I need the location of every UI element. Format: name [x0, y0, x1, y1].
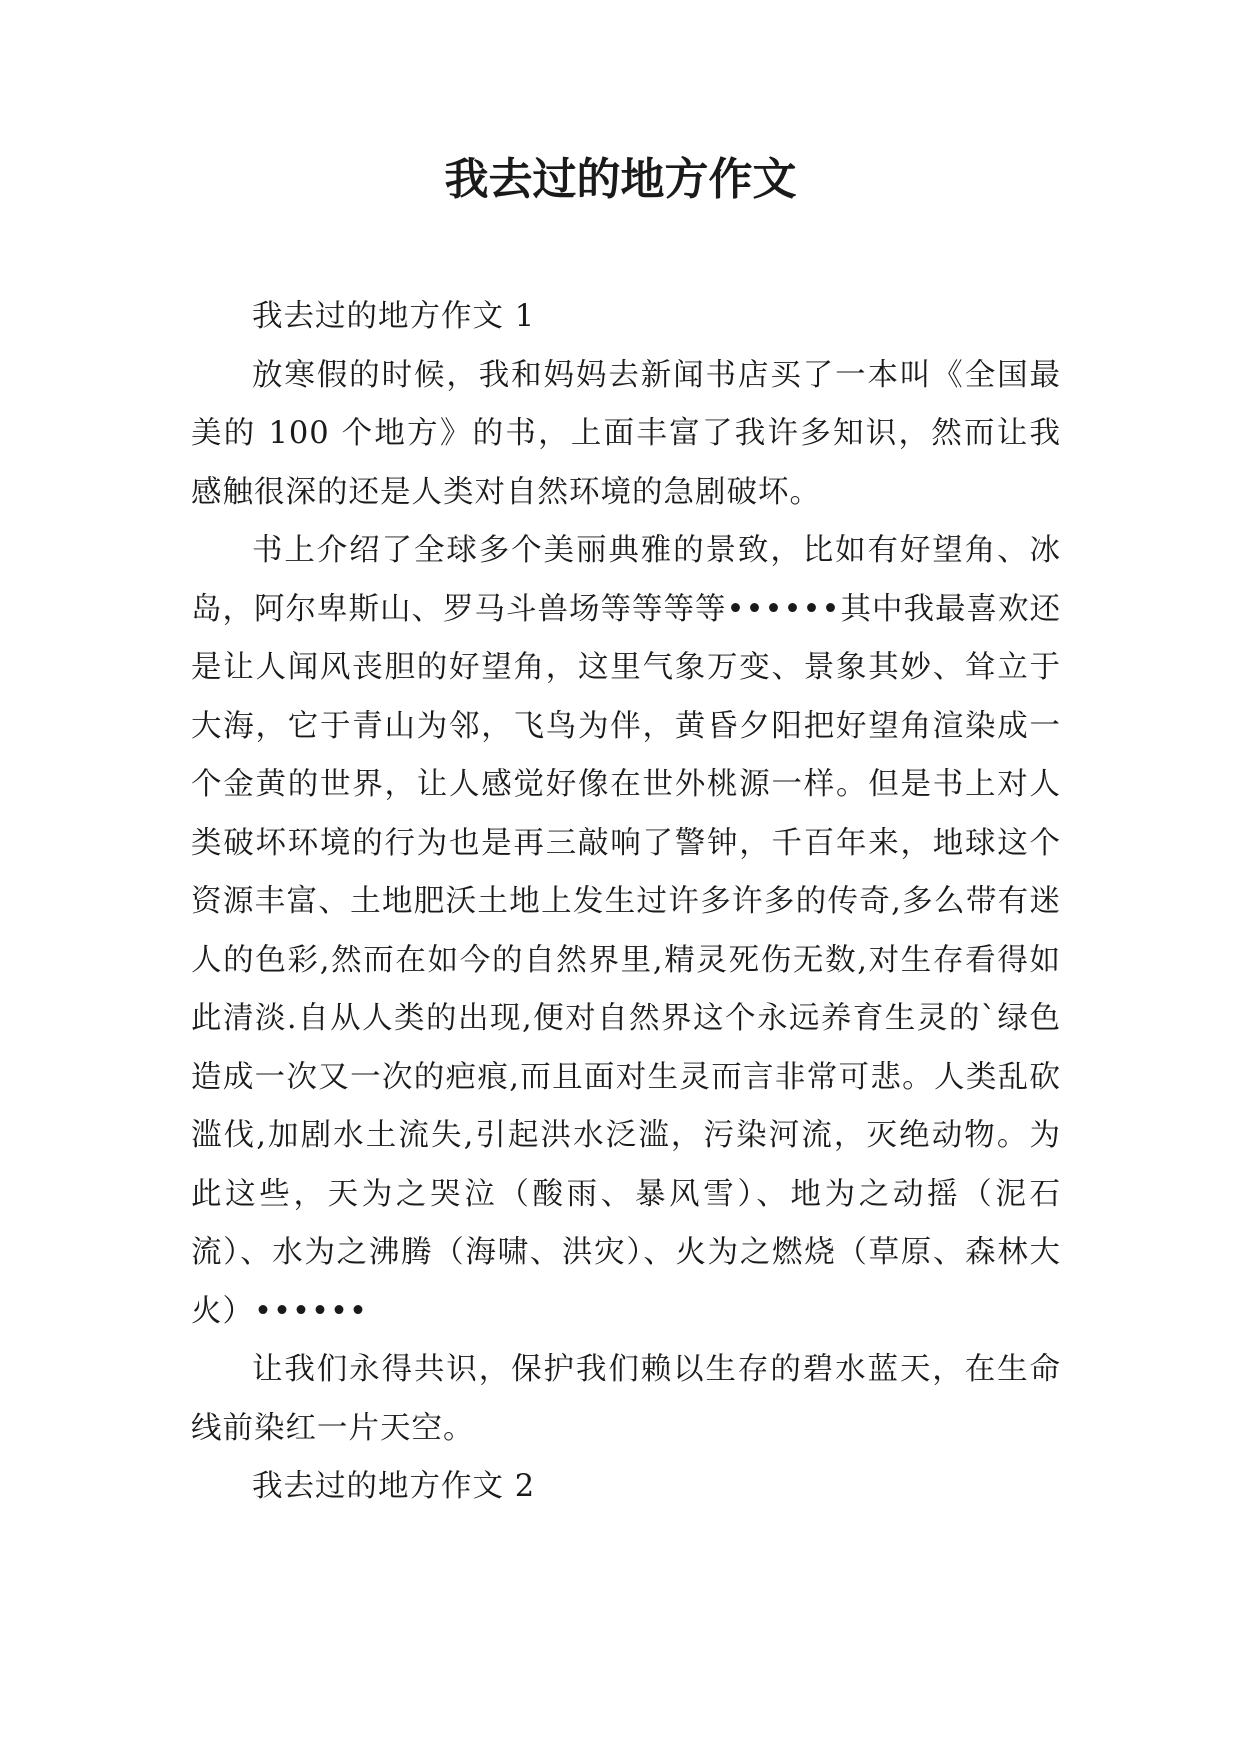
section-heading-1: 我去过的地方作文 1 [252, 299, 536, 334]
document-title: 我去过的地方作文 [444, 154, 797, 205]
section-heading-2: 我去过的地方作文 2 [252, 1469, 536, 1504]
paragraph-intro: 放寒假的时候，我和妈妈去新闻书店买了一本叫《全国最美的 100 个地方》的书，上面丰富了我许多知识，然而让我感触很深的还是人类对自然环境的急剧破坏。 [191, 357, 1061, 510]
paragraph-main: 书上介绍了全球多个美丽典雅的景致，比如有好望角、冰岛，阿尔卑斯山、罗马斗兽场等等等等••••••其中我最喜欢还是让人闻风丧胆的好望角，这里气象万变、景象其妙、耸立于大海，它于青山为邻，飞鸟为伴，黄昏夕阳把好望角渲染成一个金黄的世界，让人感觉好像在世外桃源一样。但是书上对人类破坏环境的行为也是再三敲响了警钟，千百年来，地球这个资源丰富、土地肥沃土地上发生过许多许多的传奇,多么带有迷人的色彩,然而在如今的自然界里,精灵死伤无数,对生存看得如此清淡.自从人类的出现,便对自然界这个永远养育生灵的`绿色造成一次又一次的疤痕,而且面对生灵而言非常可悲。人类乱砍滥伐,加剧水土流失,引起洪水泛滥，污染河流，灭绝动物。为此这些，天为之哭泣（酸雨、暴风雪）、地为之动摇（泥石流）、水为之沸腾（海啸、洪灾）、火为之燃烧（草原、森林大火）•••••• [191, 533, 1061, 1329]
document-body [191, 288, 1061, 1517]
paragraph-conclusion: 让我们永得共识，保护我们赖以生存的碧水蓝天，在生命线前染红一片天空。 [191, 1352, 1061, 1446]
